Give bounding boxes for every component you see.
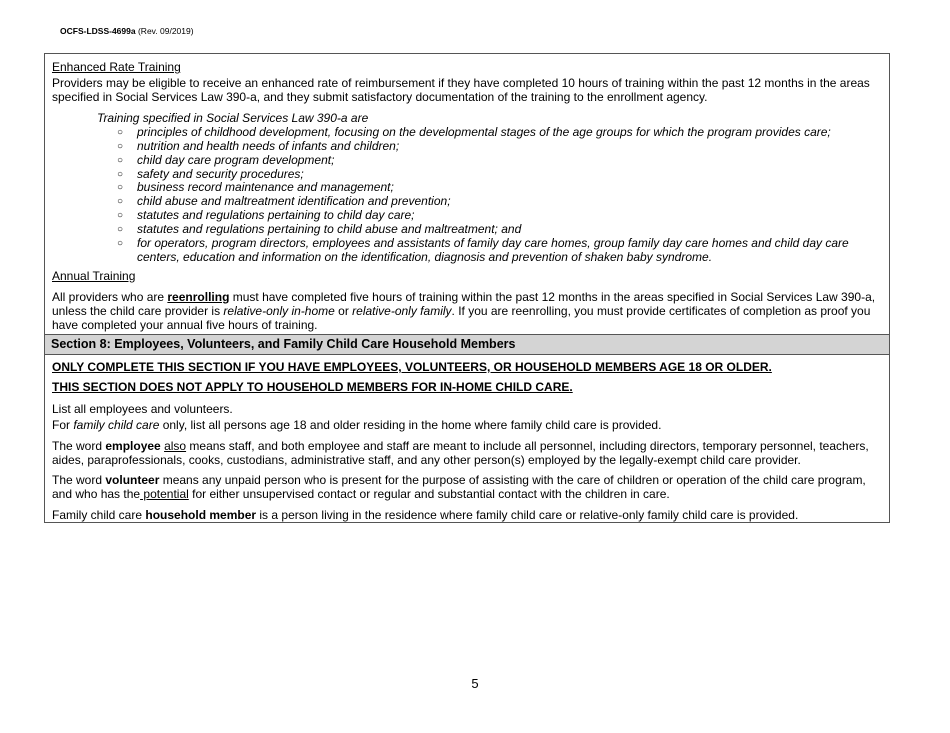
- content-box: [44, 53, 890, 523]
- list-item: ○ nutrition and health needs of infants and children;: [117, 140, 859, 154]
- page-number: 5: [471, 676, 479, 691]
- list-instruction: List all employees and volunteers.: [52, 402, 233, 416]
- form-code: OCFS-LDSS-4699a: [60, 26, 136, 36]
- enhanced-rate-paragraph: Providers may be eligible to receive an enhanced rate of reimbursement if they have completed 10 hours of training within the past 12 months in the areas specified in Social Services Law 390-a, and they submit satisfactory documentation of the training to the enrollment agency.: [52, 76, 870, 104]
- training-intro: Training specified in Social Services Law 390-a are: [97, 111, 369, 125]
- section-8-title: Section 8: Employees, Volunteers, and Family Child Care Household Members: [45, 334, 889, 355]
- reenrolling-term: reenrolling: [167, 290, 230, 304]
- list-item: ○ safety and security procedures;: [117, 168, 859, 182]
- section-notice-2: THIS SECTION DOES NOT APPLY TO HOUSEHOLD MEMBERS FOR IN-HOME CHILD CARE.: [52, 380, 573, 394]
- form-identifier: [60, 26, 194, 36]
- section-notice-1: ONLY COMPLETE THIS SECTION IF YOU HAVE EMPLOYEES, VOLUNTEERS, OR HOUSEHOLD MEMBERS AGE 18 OR OLDER.: [52, 360, 772, 374]
- list-item: ○ child abuse and maltreatment identification and prevention;: [117, 195, 859, 209]
- list-item: ○ business record maintenance and management;: [117, 181, 859, 195]
- form-revision: (Rev. 09/2019): [137, 26, 194, 36]
- enhanced-rate-heading: Enhanced Rate Training: [52, 60, 181, 74]
- list-item: ○ child day care program development;: [117, 154, 859, 168]
- annual-training-paragraph: All providers who are reenrolling must have completed five hours of training within the past 12 months in the areas specified in Social Services Law 390-a, unless the child care provider is relative-only in-home or relative-only family. If you are reenrolling, you must provide certificates of completion as proof you have completed your annual five hours of training.: [52, 290, 876, 332]
- household-member-definition: Family child care household member is a person living in the residence where family child care or relative-only family child care is provided.: [52, 508, 799, 522]
- family-child-care-instruction: For family child care only, list all persons age 18 and older residing in the home where family child care is provided.: [52, 418, 662, 432]
- training-list: [117, 126, 859, 264]
- list-item: ○ for operators, program directors, employees and assistants of family day care homes, group family day care homes and child day care centers, education and information on the identification, diagnosis and prevention of shaken baby syndrome.: [117, 237, 859, 265]
- list-item: ○ principles of childhood development, focusing on the developmental stages of the age groups for which the program provides care;: [117, 126, 859, 140]
- list-item: ○ statutes and regulations pertaining to child day care;: [117, 209, 859, 223]
- volunteer-definition: The word volunteer means any unpaid person who is present for the purpose of assisting with the care of children or operation of the child care program, and who has the potential for either unsupervised contact or regular and substantial contact with the children in care.: [52, 473, 866, 501]
- employee-definition: The word employee also means staff, and both employee and staff are meant to include all personnel, including directors, temporary personnel, teachers, aides, paraprofessionals, cooks, custodians, administrative staff, and any other person(s) employed by the legally-exempt child care provider.: [52, 439, 869, 467]
- list-item: ○ statutes and regulations pertaining to child abuse and maltreatment; and: [117, 223, 859, 237]
- annual-training-heading: Annual Training: [52, 269, 136, 283]
